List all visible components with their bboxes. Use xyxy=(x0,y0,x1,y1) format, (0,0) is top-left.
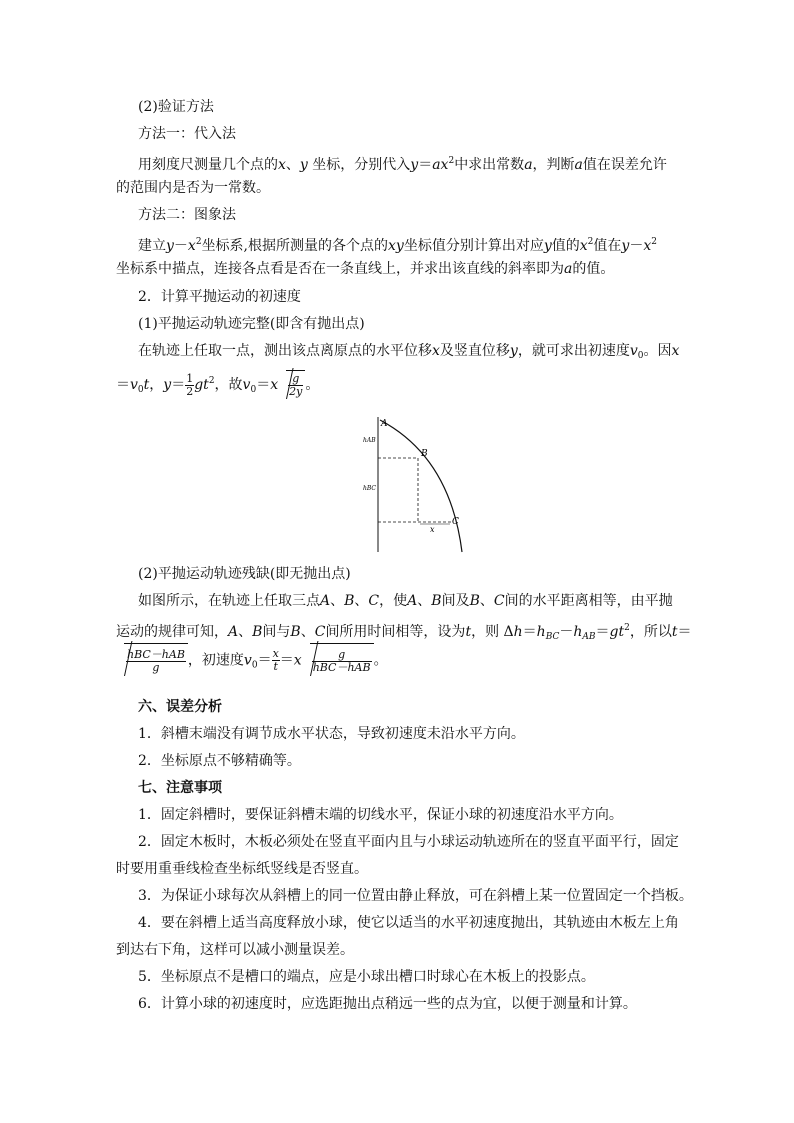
method2-line1: 建立$y-x^2$坐标系,根据所测量的各个点的xy坐标值分别计算出对应y值的$x^2$值在$y-x^2$ xyxy=(138,237,657,254)
method2-title: 方法二：图象法 xyxy=(138,207,236,223)
sqrt-v0-expression: $\frac{g}{\text{hBC－hAB}}$ xyxy=(302,643,374,678)
label-hbc: hBC xyxy=(363,485,376,492)
notes-item-1: 1．固定斜槽时，要保证斜槽末端的切线水平，保证小球的初速度沿水平方向。 xyxy=(138,807,623,823)
sqrt-t-expression: $\frac{\text{hBC－hAB}}{g}$ xyxy=(116,643,188,678)
notes-item-2-line1: 2．固定木板时，木板必须处在竖直平面内且与小球运动轨迹所在的竖直平面平行，固定 xyxy=(138,834,679,850)
trajectory-curve xyxy=(380,420,462,552)
notes-heading: 七、注意事项 xyxy=(138,780,222,796)
notes-item-2-line2: 时要用重垂线检查坐标纸竖线是否竖直。 xyxy=(116,861,368,877)
method1-line1: 用刻度尺测量几个点的x、y 坐标，分别代入$y=ax^2$中求出常数a，判断a值在误差允许 xyxy=(138,156,667,173)
label-c: C xyxy=(452,517,459,527)
verify-heading: (2)验证方法 xyxy=(138,99,214,115)
sub2-title: (2)平抛运动轨迹残缺(即无抛出点) xyxy=(138,566,351,582)
notes-item-5: 5．坐标原点不是槽口的端点，应是小球出槽口时球心在木板上的投影点。 xyxy=(138,969,595,985)
sub2-line1: 如图所示，在轨迹上任取三点A、B、C，使A、B间及B、C间的水平距离相等，由平抛 xyxy=(138,593,673,609)
x-over-t-fraction: $\frac{x}{t}$ xyxy=(272,647,279,673)
sub2-line2: 运动的规律可知，A、B间与B、C间所用时间相等，设为t，则 $\Delta h=h_{BC}-h_{AB}=gt^2$，所以t＝ xyxy=(116,623,692,642)
notes-item-4-line2: 到达右下角，这样可以减小测量误差。 xyxy=(116,942,354,958)
method1-line2: 的范围内是否为一常数。 xyxy=(116,180,270,196)
method2-line2: 坐标系中描点，连接各点看是否在一条直线上，并求出该直线的斜率即为a的值。 xyxy=(116,261,615,277)
error-item-1: 1．斜槽末端没有调节成水平状态，导致初速度未沿水平方向。 xyxy=(138,726,525,742)
error-item-2: 2．坐标原点不够精确等。 xyxy=(138,753,301,769)
method1-title: 方法一：代入法 xyxy=(138,126,236,142)
notes-item-4-line1: 4．要在斜槽上适当高度释放小球，使它以适当的水平初速度抛出，其轨迹由木板左上角 xyxy=(138,915,679,931)
label-a: A xyxy=(381,419,388,429)
notes-item-6: 6．计算小球的初速度时，应选距抛出点稍远一些的点为宜，以便于测量和计算。 xyxy=(138,996,637,1012)
calc-sub1-line2: $=v_0t$，y＝ $\frac{1}{2}$ $gt^2$，故$v_0=x$ $\frac{g}{2y}$ 。 xyxy=(116,366,319,405)
calc-sub1-line1: 在轨迹上任取一点，测出该点离原点的水平位移x及竖直位移y，就可求出初速度$v_0$。因x xyxy=(138,343,680,361)
trajectory-figure xyxy=(340,412,480,557)
sub2-line3: $\frac{\text{hBC－hAB}}{g}$ ，初速度$v_0=$ $\frac{x}{t}$ ＝x $\frac{g}{\text{hBC－hAB}}$ 。 xyxy=(116,643,388,683)
calc-sub1-title: (1)平抛运动轨迹完整(即含有抛出点) xyxy=(138,316,365,332)
notes-item-3: 3．为保证小球每次从斜槽上的同一位置由静止释放，可在斜槽上某一位置固定一个挡板。 xyxy=(138,888,693,904)
calc-heading: 2．计算平抛运动的初速度 xyxy=(138,289,301,305)
half-fraction: $\frac{1}{2}$ xyxy=(186,371,194,398)
label-b: B xyxy=(421,449,428,459)
sqrt-g-over-2y: $\frac{g}{2y}$ xyxy=(278,370,305,401)
label-x: x xyxy=(430,525,435,534)
error-heading: 六、误差分析 xyxy=(138,699,222,715)
label-hab: hAB xyxy=(363,437,376,444)
